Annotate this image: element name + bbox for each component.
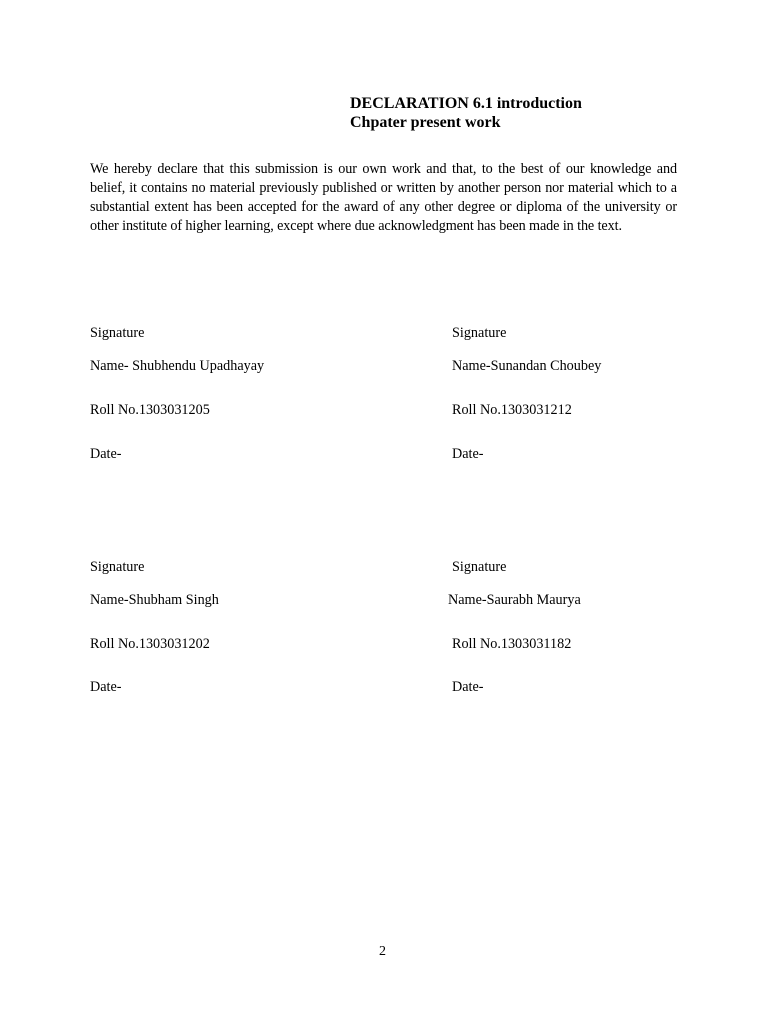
signature-label-2: Signature [452,325,507,341]
signatory-roll-1: Roll No.1303031205 [90,402,210,418]
signature-label-1: Signature [90,325,145,341]
signatory-date-3: Date- [90,679,122,695]
signature-label-4: Signature [452,559,507,575]
signatory-date-4: Date- [452,679,484,695]
signatory-name-4: Name-Saurabh Maurya [448,592,581,608]
page-title [350,94,582,132]
signatory-name-3: Name-Shubham Singh [90,592,219,608]
signatory-name-2: Name-Sunandan Choubey [452,358,602,374]
signatory-date-1: Date- [90,446,122,462]
signatory-name-1: Name- Shubhendu Upadhayay [90,358,265,374]
signatory-roll-2: Roll No.1303031212 [452,402,572,418]
title-line-2: Chpater present work [350,114,501,131]
page-number: 2 [379,944,386,959]
declaration-paragraph: We hereby declare that this submission is our own work and that, to the best of our knowledge and belief, it contains no material previously published or written by another person nor material which to a substantial extent has been accepted for the award of any other degree or diploma of the university or other institute of higher learning, except where due acknowledgment has been made in the text. [90,161,677,234]
title-line-1: DECLARATION 6.1 introduction [350,95,582,112]
signatory-date-2: Date- [452,446,484,462]
signatory-roll-4: Roll No.1303031182 [452,636,572,652]
signatory-roll-3: Roll No.1303031202 [90,636,210,652]
signature-label-3: Signature [90,559,145,575]
